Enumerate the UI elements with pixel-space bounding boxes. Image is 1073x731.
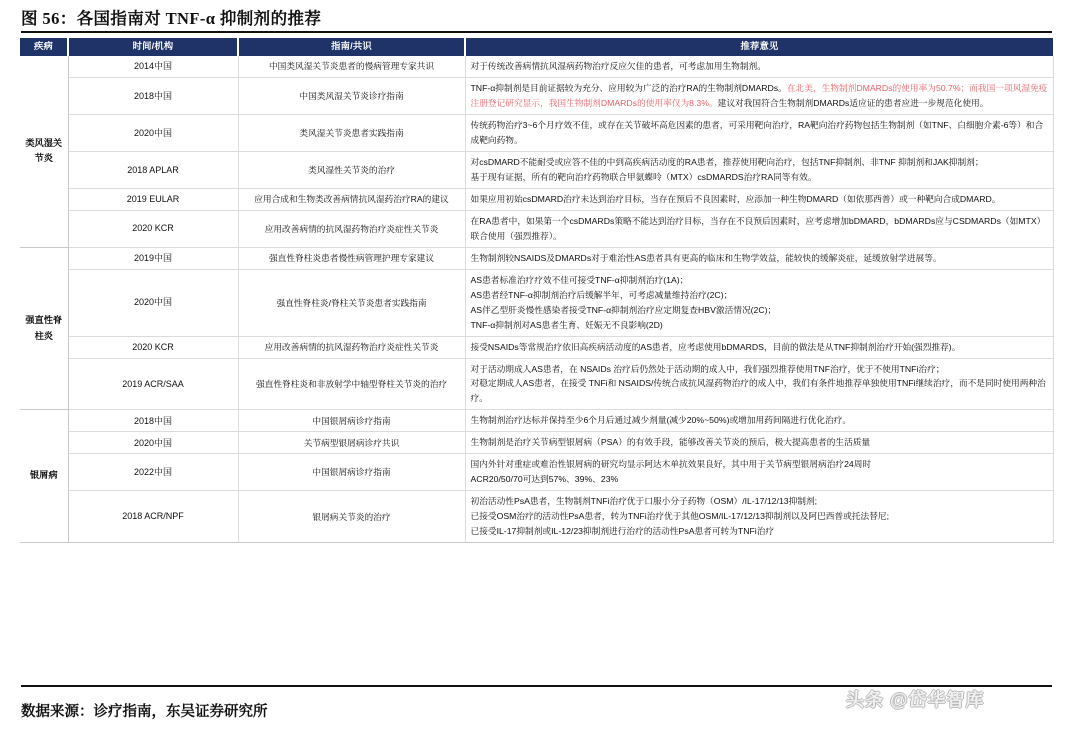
- cell-guideline-consensus: 中国银屑病诊疗指南: [238, 454, 465, 491]
- recommendation-text: AS患者标准治疗疗效不佳可接受TNF-α抑制剂治疗(1A)；: [470, 274, 689, 285]
- column-header-time-institution: 时间/机构: [68, 38, 238, 56]
- cell-recommendation: [465, 432, 1053, 454]
- recommendation-text: 生物制剂较NSAIDS及DMARDs对于难治性AS患者具有更高的临床和生物学效益，能较快的缓解炎症，延缓放射学进展等。: [470, 252, 942, 263]
- cell-time-institution: 2019 EULAR: [68, 188, 238, 210]
- cell-guideline-consensus: 类风湿性关节炎的治疗: [238, 151, 465, 188]
- cell-time-institution: 2018 ACR/NPF: [68, 491, 238, 543]
- recommendation-text: 已接受IL-17抑制剂或IL-12/23抑制剂进行治疗的活动性PsA患者可转为TNFi治疗: [470, 526, 775, 537]
- recommendation-line: [471, 413, 1048, 428]
- recommendation-text: 接受NSAIDs等常规治疗依旧高疾病活动度的AS患者，应考虑使用bDMARDS，目前的做法是从TNF抑制剂治疗开始(强烈推荐)。: [470, 341, 961, 352]
- cell-guideline-consensus: 中国银屑病诊疗指南: [238, 410, 465, 432]
- cell-recommendation: [465, 454, 1053, 491]
- table-row: [20, 491, 1053, 543]
- recommendation-text: 对稳定期成人AS患者，在接受 TNFi和 NSAIDS/传统合成抗风湿药物治疗的成人中，我们有条件地推荐单独使用TNFi继续治疗，而不是同时使用两种治疗。: [470, 378, 1046, 404]
- recommendation-line: [471, 273, 1048, 288]
- column-header-disease: 疾病: [20, 38, 68, 56]
- cell-guideline-consensus: 应用改善病情的抗风湿药物治疗炎症性关节炎: [238, 210, 465, 247]
- recommendation-text: 传统药物治疗3~6个月疗效不佳，或存在关节破坏高危因素的患者，可采用靶向治疗，RA靶向治疗药物包括生物制剂（如TNF、白细胞介素-6等）和合成靶向药物。: [470, 119, 1044, 145]
- recommendation-text: AS伴乙型肝炎慢性感染者接受TNF-α抑制剂治疗应定期复查HBV激活情况(2C)；: [470, 304, 777, 315]
- recommendation-line: [471, 472, 1048, 487]
- recommendation-text: ACR20/50/70可达到57%、39%、23%: [470, 474, 619, 485]
- cell-time-institution: 2018中国: [68, 410, 238, 432]
- table-row: [20, 210, 1053, 247]
- recommendation-text: 已接受OSM治疗的活动性PsA患者，转为TNFi治疗优于其他OSM/IL-17/12/13抑制剂以及阿巴西普或托法替尼;: [470, 511, 889, 522]
- cell-time-institution: 2022中国: [68, 454, 238, 491]
- recommendation-highlight: 在北美，生物制剂DMARDs的使用率为50.7%；而我国一项风湿免疫注册登记研究显示，我国生物制剂DMARDs的使用率仅为8.3%。: [470, 82, 1048, 108]
- recommendation-line: [471, 303, 1048, 318]
- cell-time-institution: 2018中国: [68, 77, 238, 114]
- recommendation-line: [471, 457, 1048, 472]
- cell-recommendation: [465, 491, 1053, 543]
- cell-recommendation: [465, 188, 1053, 210]
- source-note: 数据来源：诊疗指南，东吴证券研究所: [21, 704, 268, 720]
- recommendation-line: [471, 340, 1048, 355]
- cell-guideline-consensus: 类风湿关节炎患者实践指南: [238, 114, 465, 151]
- recommendation-text: TNF-α抑制剂是目前证据较为充分、应用较为广泛的治疗RA的生物制剂DMARDs。: [470, 82, 787, 93]
- cell-time-institution: 2019中国: [68, 247, 238, 269]
- cell-time-institution: 2020中国: [68, 269, 238, 336]
- disease-group-label: 强直性脊柱炎: [20, 247, 68, 410]
- table-row: [20, 336, 1053, 358]
- cell-recommendation: [465, 210, 1053, 247]
- cell-guideline-consensus: 强直性脊柱炎/脊柱关节炎患者实践指南: [238, 269, 465, 336]
- recommendation-line: [471, 524, 1048, 539]
- recommendation-text: 初治活动性PsA患者，生物制剂TNFi治疗优于口服小分子药物（OSM）/IL-17/12/13抑制剂;: [470, 496, 818, 507]
- cell-time-institution: 2020 KCR: [68, 336, 238, 358]
- recommendation-text: 对于传统改善病情抗风湿病药物治疗反应欠佳的患者，可考虑加用生物制剂。: [470, 61, 766, 71]
- cell-recommendation: [465, 358, 1053, 410]
- recommendation-line: [471, 170, 1048, 185]
- table-row: [20, 56, 1053, 77]
- cell-recommendation: [465, 247, 1053, 269]
- recommendation-line: [471, 435, 1048, 450]
- recommendation-text: 建议对我国符合生物制剂DMARDs适应证的患者应进一步规范化使用。: [717, 97, 989, 108]
- cell-guideline-consensus: 应用合成和生物类改善病情抗风湿药治疗RA的建议: [238, 188, 465, 210]
- cell-time-institution: 2020 KCR: [68, 210, 238, 247]
- cell-recommendation: [465, 269, 1053, 336]
- cell-guideline-consensus: 强直性脊柱炎患者慢性病管理护理专家建议: [238, 247, 465, 269]
- recommendation-line: [471, 118, 1048, 148]
- table-row: [20, 269, 1053, 336]
- table-row: [20, 188, 1053, 210]
- column-header-guideline-consensus: 指南/共识: [238, 38, 465, 56]
- table-row: [20, 410, 1053, 432]
- recommendation-text: 生物制剂是治疗关节病型银屑病（PSA）的有效手段，能够改善关节炎的预后，极大提高患者的生活质量: [470, 437, 871, 448]
- cell-guideline-consensus: 中国类风湿关节炎诊疗指南: [238, 77, 465, 114]
- cell-guideline-consensus: 关节病型银屑病诊疗共识: [238, 432, 465, 454]
- cell-time-institution: 2014中国: [68, 56, 238, 77]
- table-row: [20, 454, 1053, 491]
- recommendation-line: [471, 509, 1048, 524]
- figure-title: 图 56：各国指南对 TNF-α 抑制剂的推荐: [21, 9, 322, 28]
- cell-recommendation: [465, 114, 1053, 151]
- table-row: [20, 247, 1053, 269]
- recommendation-text: 在RA患者中，如果第一个csDMARDs策略不能达到治疗目标，当存在不良预后因素时，应考虑增加bDMARD，bDMARDs应与CSDMARDs（如MTX）联合使用（强烈推荐）。: [470, 215, 1046, 241]
- recommendation-line: [471, 494, 1048, 509]
- cell-guideline-consensus: 强直性脊柱炎和非放射学中轴型脊柱关节炎的治疗: [238, 358, 465, 410]
- guideline-table-wrapper: [20, 38, 1053, 543]
- cell-guideline-consensus: 应用改善病情的抗风湿药物治疗炎症性关节炎: [238, 336, 465, 358]
- recommendation-text: TNF-α抑制剂对AS患者生育、妊娠无不良影响(2D): [470, 319, 663, 330]
- guideline-table: [20, 38, 1054, 543]
- column-header-recommendation: 推荐意见: [465, 38, 1053, 56]
- recommendation-line: [471, 59, 1048, 74]
- cell-recommendation: [465, 77, 1053, 114]
- cell-time-institution: 2020中国: [68, 432, 238, 454]
- table-header: [20, 38, 1053, 56]
- recommendation-line: [471, 155, 1048, 170]
- table-header-row: [20, 38, 1053, 56]
- table-row: [20, 114, 1053, 151]
- recommendation-line: [471, 192, 1048, 207]
- cell-recommendation: [465, 410, 1053, 432]
- recommendation-text: 对于活动期成人AS患者，在 NSAIDs 治疗后仍然处于活动期的成人中，我们强烈推荐使用TNF治疗，优于不使用TNFi治疗；: [470, 363, 945, 374]
- recommendation-text: 国内外针对重症或难治性银屑病的研究均显示阿达木单抗效果良好，其中用于关节病型银屑病治疗24周时: [470, 459, 872, 470]
- cell-guideline-consensus: 中国类风湿关节炎患者的慢病管理专家共识: [238, 56, 465, 77]
- table-row: [20, 77, 1053, 114]
- recommendation-text: 基于现有证据，所有的靶向治疗药物联合甲氨蝶呤（MTX）csDMARDS治疗RA同等有效。: [470, 171, 817, 182]
- recommendation-line: [471, 362, 1048, 377]
- recommendation-line: [471, 81, 1048, 111]
- recommendation-line: [471, 376, 1048, 406]
- disease-group-label: 银屑病: [20, 410, 68, 543]
- recommendation-line: [471, 214, 1048, 244]
- recommendation-line: [471, 288, 1048, 303]
- recommendation-line: [471, 318, 1048, 333]
- watermark: 头条 @岱华智库: [846, 690, 985, 710]
- cell-recommendation: [465, 151, 1053, 188]
- cell-recommendation: [465, 336, 1053, 358]
- cell-time-institution: 2020中国: [68, 114, 238, 151]
- cell-time-institution: 2018 APLAR: [68, 151, 238, 188]
- title-divider-top: [21, 31, 1052, 33]
- cell-recommendation: [465, 56, 1053, 77]
- table-body: [20, 56, 1053, 543]
- cell-time-institution: 2019 ACR/SAA: [68, 358, 238, 410]
- disease-group-label: 类风湿关节炎: [20, 56, 68, 247]
- recommendation-text: 生物制剂治疗达标并保持至少6个月后通过减少剂量(减少20%~50%)或增加用药间隔进行优化治疗。: [470, 415, 852, 426]
- recommendation-text: AS患者经TNF-α抑制剂治疗后缓解半年，可考虑减量维持治疗(2C)；: [470, 289, 733, 300]
- recommendation-text: 对csDMARD不能耐受或应答不佳的中到高疾病活动度的RA患者，推荐使用靶向治疗，包括TNF抑制剂、非TNF 抑制剂和JAK抑制剂；: [470, 156, 984, 167]
- table-row: [20, 432, 1053, 454]
- recommendation-text: 如果应用初始csDMARD治疗未达到治疗目标，当存在预后不良因素时，应添加一种生物DMARD（如依那西普）或一种靶向合成DMARD。: [470, 193, 1001, 204]
- table-row: [20, 151, 1053, 188]
- recommendation-line: [471, 251, 1048, 266]
- table-row: [20, 358, 1053, 410]
- cell-guideline-consensus: 银屑病关节炎的治疗: [238, 491, 465, 543]
